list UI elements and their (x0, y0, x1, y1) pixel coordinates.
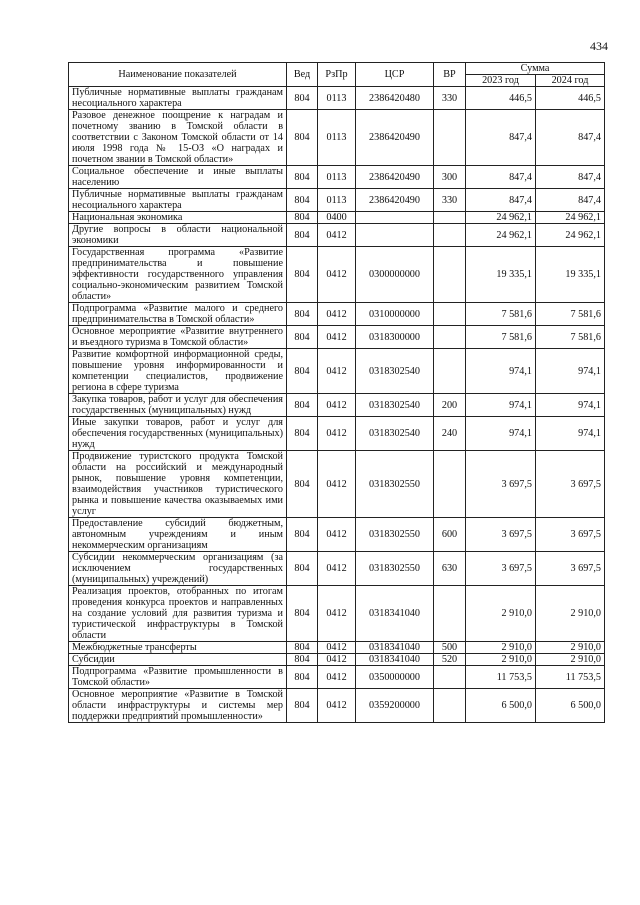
table-row (69, 394, 605, 417)
cell-ved: 804 (287, 552, 318, 586)
cell-csr: 0318302540 (356, 349, 434, 394)
header-vr: ВР (434, 63, 466, 87)
cell-amount-2023: 974,1 (466, 349, 536, 394)
cell-csr: 0318341040 (356, 586, 434, 642)
cell-rzpr: 0412 (318, 326, 356, 349)
header-year-2024: 2024 год (536, 75, 605, 87)
table-row (69, 166, 605, 189)
cell-rzpr: 0412 (318, 518, 356, 552)
cell-name: Иные закупки товаров, работ и услуг для обеспечения государственных (муниципальных) нужд (69, 417, 287, 451)
cell-amount-2023: 974,1 (466, 394, 536, 417)
table-row (69, 212, 605, 224)
cell-name: Реализация проектов, отобранных по итогам проведения конкурса проектов и направленных на создание условий для развития туризма и туристической инфраструктуры в Томской области (69, 586, 287, 642)
cell-amount-2023: 11 753,5 (466, 666, 536, 689)
header-name: Наименование показателей (69, 63, 287, 87)
cell-ved: 804 (287, 394, 318, 417)
cell-ved: 804 (287, 666, 318, 689)
cell-vr: 330 (434, 189, 466, 212)
cell-rzpr: 0412 (318, 666, 356, 689)
cell-name: Разовое денежное поощрение к наградам и почетному званию в Томской области в соответствии с Законом Томской области от 14 июля 1998 года № 15-ОЗ «О наградах и почетном звании в Томской области» (69, 110, 287, 166)
cell-name: Основное мероприятие «Развитие в Томской области инфраструктуры и системы мер поддержки предприятий промышленности» (69, 689, 287, 723)
cell-amount-2023: 19 335,1 (466, 247, 536, 303)
cell-ved: 804 (287, 642, 318, 654)
cell-ved: 804 (287, 518, 318, 552)
table-header (69, 63, 605, 87)
cell-vr: 200 (434, 394, 466, 417)
cell-csr: 0318302550 (356, 552, 434, 586)
cell-amount-2023: 2 910,0 (466, 654, 536, 666)
cell-ved: 804 (287, 654, 318, 666)
cell-name: Публичные нормативные выплаты гражданам несоциального характера (69, 189, 287, 212)
cell-name: Государственная программа «Развитие предпринимательства и повышение эффективности государственного управления социально-экономическим развитием Томской области» (69, 247, 287, 303)
cell-name: Другие вопросы в области национальной экономики (69, 224, 287, 247)
cell-csr: 0359200000 (356, 689, 434, 723)
cell-amount-2023: 2 910,0 (466, 586, 536, 642)
cell-amount-2023: 847,4 (466, 110, 536, 166)
header-year-2023: 2023 год (466, 75, 536, 87)
cell-rzpr: 0412 (318, 303, 356, 326)
cell-ved: 804 (287, 586, 318, 642)
table-row (69, 666, 605, 689)
cell-csr: 2386420490 (356, 189, 434, 212)
cell-rzpr: 0412 (318, 654, 356, 666)
cell-amount-2024: 7 581,6 (536, 326, 605, 349)
cell-name: Подпрограмма «Развитие малого и среднего предпринимательства в Томской области» (69, 303, 287, 326)
cell-vr: 240 (434, 417, 466, 451)
cell-rzpr: 0412 (318, 394, 356, 417)
cell-ved: 804 (287, 212, 318, 224)
cell-name: Закупка товаров, работ и услуг для обеспечения государственных (муниципальных) нужд (69, 394, 287, 417)
cell-amount-2023: 3 697,5 (466, 552, 536, 586)
cell-vr: 600 (434, 518, 466, 552)
cell-vr (434, 303, 466, 326)
cell-amount-2024: 2 910,0 (536, 586, 605, 642)
cell-vr: 300 (434, 166, 466, 189)
cell-amount-2023: 974,1 (466, 417, 536, 451)
cell-amount-2024: 847,4 (536, 110, 605, 166)
cell-csr: 0318302550 (356, 518, 434, 552)
cell-ved: 804 (287, 451, 318, 518)
cell-ved: 804 (287, 303, 318, 326)
cell-name: Субсидии некоммерческим организациям (за исключением государственных (муниципальных) учреждений) (69, 552, 287, 586)
cell-amount-2023: 446,5 (466, 87, 536, 110)
cell-vr: 330 (434, 87, 466, 110)
cell-rzpr: 0113 (318, 110, 356, 166)
cell-csr: 0318341040 (356, 642, 434, 654)
cell-amount-2023: 2 910,0 (466, 642, 536, 654)
cell-name: Основное мероприятие «Развитие внутреннего и въездного туризма в Томской области» (69, 326, 287, 349)
cell-vr (434, 326, 466, 349)
cell-name: Подпрограмма «Развитие промышленности в Томской области» (69, 666, 287, 689)
cell-csr: 0318302540 (356, 417, 434, 451)
cell-rzpr: 0113 (318, 87, 356, 110)
cell-amount-2023: 847,4 (466, 189, 536, 212)
cell-amount-2024: 847,4 (536, 189, 605, 212)
cell-csr: 0318300000 (356, 326, 434, 349)
cell-rzpr: 0412 (318, 552, 356, 586)
table-body (69, 87, 605, 723)
cell-ved: 804 (287, 349, 318, 394)
cell-amount-2024: 847,4 (536, 166, 605, 189)
cell-amount-2023: 3 697,5 (466, 451, 536, 518)
cell-amount-2024: 974,1 (536, 417, 605, 451)
table-row (69, 451, 605, 518)
cell-csr: 0350000000 (356, 666, 434, 689)
cell-amount-2024: 11 753,5 (536, 666, 605, 689)
cell-name: Развитие комфортной информационной среды, повышение уровня информированности и компетенции специалистов, продвижение региона в сфере туризма (69, 349, 287, 394)
budget-table (68, 62, 605, 723)
cell-ved: 804 (287, 326, 318, 349)
cell-amount-2024: 3 697,5 (536, 552, 605, 586)
cell-amount-2024: 974,1 (536, 394, 605, 417)
cell-ved: 804 (287, 417, 318, 451)
cell-vr (434, 110, 466, 166)
cell-rzpr: 0400 (318, 212, 356, 224)
cell-amount-2023: 7 581,6 (466, 326, 536, 349)
cell-amount-2023: 3 697,5 (466, 518, 536, 552)
cell-amount-2023: 7 581,6 (466, 303, 536, 326)
cell-vr: 630 (434, 552, 466, 586)
cell-name: Межбюджетные трансферты (69, 642, 287, 654)
cell-name: Публичные нормативные выплаты гражданам несоциального характера (69, 87, 287, 110)
cell-amount-2023: 24 962,1 (466, 224, 536, 247)
table-row (69, 303, 605, 326)
cell-ved: 804 (287, 189, 318, 212)
cell-csr (356, 224, 434, 247)
cell-rzpr: 0412 (318, 642, 356, 654)
header-rzpr: РзПр (318, 63, 356, 87)
cell-vr (434, 349, 466, 394)
cell-csr: 0318302540 (356, 394, 434, 417)
table-row (69, 247, 605, 303)
cell-csr: 0318302550 (356, 451, 434, 518)
cell-vr (434, 224, 466, 247)
table-row (69, 87, 605, 110)
table-row (69, 642, 605, 654)
cell-ved: 804 (287, 87, 318, 110)
header-ved: Вед (287, 63, 318, 87)
cell-csr: 2386420490 (356, 166, 434, 189)
cell-vr: 520 (434, 654, 466, 666)
cell-amount-2024: 24 962,1 (536, 212, 605, 224)
cell-rzpr: 0412 (318, 349, 356, 394)
cell-rzpr: 0113 (318, 189, 356, 212)
cell-name: Национальная экономика (69, 212, 287, 224)
cell-name: Продвижение туристского продукта Томской области на российский и международный рынок, повышение уровня компетенции, взаимодействия участников туристического рынка и повышение качества оказываемых ими услуг (69, 451, 287, 518)
cell-csr: 2386420480 (356, 87, 434, 110)
header-sum: Сумма (466, 63, 605, 75)
table-row (69, 417, 605, 451)
cell-csr: 0318341040 (356, 654, 434, 666)
table-row (69, 689, 605, 723)
cell-rzpr: 0113 (318, 166, 356, 189)
cell-csr: 0310000000 (356, 303, 434, 326)
cell-amount-2024: 3 697,5 (536, 518, 605, 552)
table-row (69, 224, 605, 247)
cell-amount-2024: 446,5 (536, 87, 605, 110)
cell-ved: 804 (287, 247, 318, 303)
cell-name: Предоставление субсидий бюджетным, автономным учреждениям и иным некоммерческим организациям (69, 518, 287, 552)
header-csr: ЦСР (356, 63, 434, 87)
cell-rzpr: 0412 (318, 417, 356, 451)
cell-rzpr: 0412 (318, 689, 356, 723)
table-row (69, 654, 605, 666)
cell-amount-2023: 24 962,1 (466, 212, 536, 224)
table-row (69, 518, 605, 552)
cell-vr (434, 666, 466, 689)
table-row (69, 552, 605, 586)
cell-ved: 804 (287, 110, 318, 166)
cell-vr: 500 (434, 642, 466, 654)
cell-amount-2024: 19 335,1 (536, 247, 605, 303)
cell-ved: 804 (287, 224, 318, 247)
page-number: 434 (590, 39, 608, 53)
cell-vr (434, 689, 466, 723)
cell-amount-2024: 3 697,5 (536, 451, 605, 518)
cell-amount-2024: 6 500,0 (536, 689, 605, 723)
cell-vr (434, 247, 466, 303)
cell-vr (434, 212, 466, 224)
cell-rzpr: 0412 (318, 586, 356, 642)
cell-csr (356, 212, 434, 224)
cell-rzpr: 0412 (318, 247, 356, 303)
cell-rzpr: 0412 (318, 451, 356, 518)
table-row (69, 326, 605, 349)
cell-amount-2024: 2 910,0 (536, 642, 605, 654)
cell-rzpr: 0412 (318, 224, 356, 247)
cell-ved: 804 (287, 689, 318, 723)
cell-csr: 2386420490 (356, 110, 434, 166)
cell-amount-2024: 974,1 (536, 349, 605, 394)
cell-csr: 0300000000 (356, 247, 434, 303)
cell-name: Субсидии (69, 654, 287, 666)
cell-name: Социальное обеспечение и иные выплаты населению (69, 166, 287, 189)
cell-amount-2023: 6 500,0 (466, 689, 536, 723)
table-row (69, 586, 605, 642)
cell-amount-2024: 2 910,0 (536, 654, 605, 666)
cell-amount-2024: 24 962,1 (536, 224, 605, 247)
cell-vr (434, 451, 466, 518)
table-row (69, 110, 605, 166)
cell-amount-2023: 847,4 (466, 166, 536, 189)
table-row (69, 349, 605, 394)
table-row (69, 189, 605, 212)
cell-ved: 804 (287, 166, 318, 189)
cell-vr (434, 586, 466, 642)
cell-amount-2024: 7 581,6 (536, 303, 605, 326)
